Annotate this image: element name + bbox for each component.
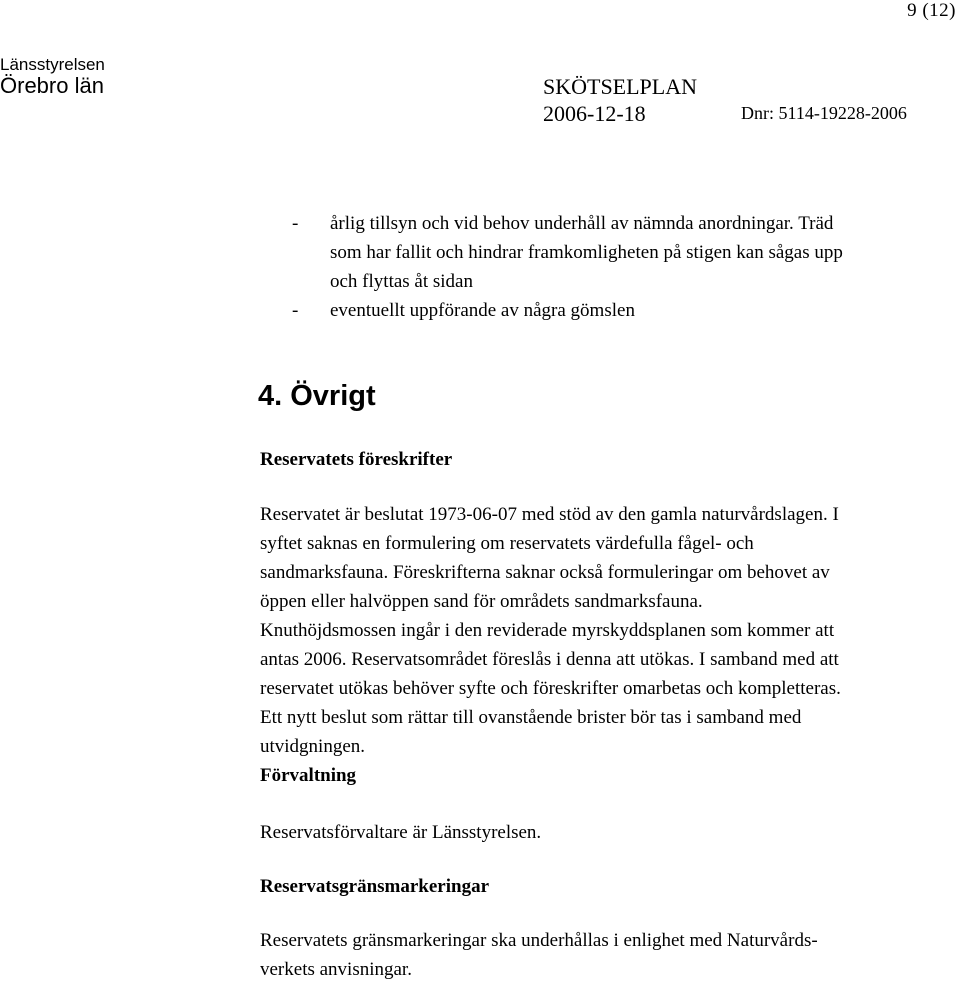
- org-name-line1: Länsstyrelsen: [0, 55, 105, 74]
- text-line: öppen eller halvöppen sand för områdets sandmarksfauna.: [260, 591, 703, 612]
- list-item: [292, 296, 952, 325]
- text-line: utvidgningen.: [260, 736, 366, 757]
- section-heading: 4. Övrigt: [258, 380, 376, 412]
- paragraph-regulations: [260, 500, 960, 761]
- text-line: Reservatets gränsmarkeringar ska underhållas i enlighet med Naturvårds-: [260, 930, 818, 951]
- text-line: sandmarksfauna. Föreskrifterna saknar också formuleringar om behovet av: [260, 562, 830, 583]
- list-item: [292, 209, 952, 296]
- bullet-list: [292, 209, 952, 325]
- text-line: Reservatet är beslutat 1973-06-07 med stöd av den gamla naturvårdslagen. I: [260, 504, 839, 525]
- text-line: Reservatsförvaltare är Länsstyrelsen.: [260, 822, 542, 843]
- document-reference-number: Dnr: 5114-19228-2006: [741, 103, 907, 123]
- text-line: Knuthöjdsmossen ingår i den reviderade myrskyddsplanen som kommer att: [260, 620, 835, 641]
- page-number: 9 (12): [907, 0, 956, 21]
- document-title: SKÖTSELPLAN: [543, 74, 698, 99]
- bullet-dash: -: [292, 300, 299, 321]
- subsection-heading-regulations: Reservatets föreskrifter: [260, 449, 453, 470]
- text-line: antas 2006. Reservatsområdet föreslås i denna att utökas. I samband med att: [260, 649, 839, 670]
- bullet-dash: -: [292, 213, 299, 234]
- paragraph-boundary-markings: [260, 926, 960, 984]
- bullet-line: som har fallit och hindrar framkomligheten på stigen kan sågas upp: [330, 242, 843, 263]
- text-line: Ett nytt beslut som rättar till ovanstående brister bör tas i samband med: [260, 707, 802, 728]
- text-line: verkets anvisningar.: [260, 959, 412, 980]
- subsection-heading-boundary-markings: Reservatsgränsmarkeringar: [260, 876, 490, 897]
- org-name-line2: Örebro län: [0, 73, 104, 98]
- paragraph-management: [260, 818, 960, 847]
- text-line: reservatet utökas behöver syfte och föreskrifter omarbetas och kompletteras.: [260, 678, 841, 699]
- organization-logo: [0, 56, 105, 97]
- bullet-line: eventuellt uppförande av några gömslen: [330, 300, 635, 321]
- bullet-line: årlig tillsyn och vid behov underhåll av nämnda anordningar. Träd: [330, 213, 834, 234]
- document-date: 2006-12-18: [543, 101, 646, 126]
- text-line: syftet saknas en formulering om reservatets värdefulla fågel- och: [260, 533, 754, 554]
- bullet-line: och flyttas åt sidan: [330, 271, 473, 292]
- subsection-heading-management: Förvaltning: [260, 765, 357, 786]
